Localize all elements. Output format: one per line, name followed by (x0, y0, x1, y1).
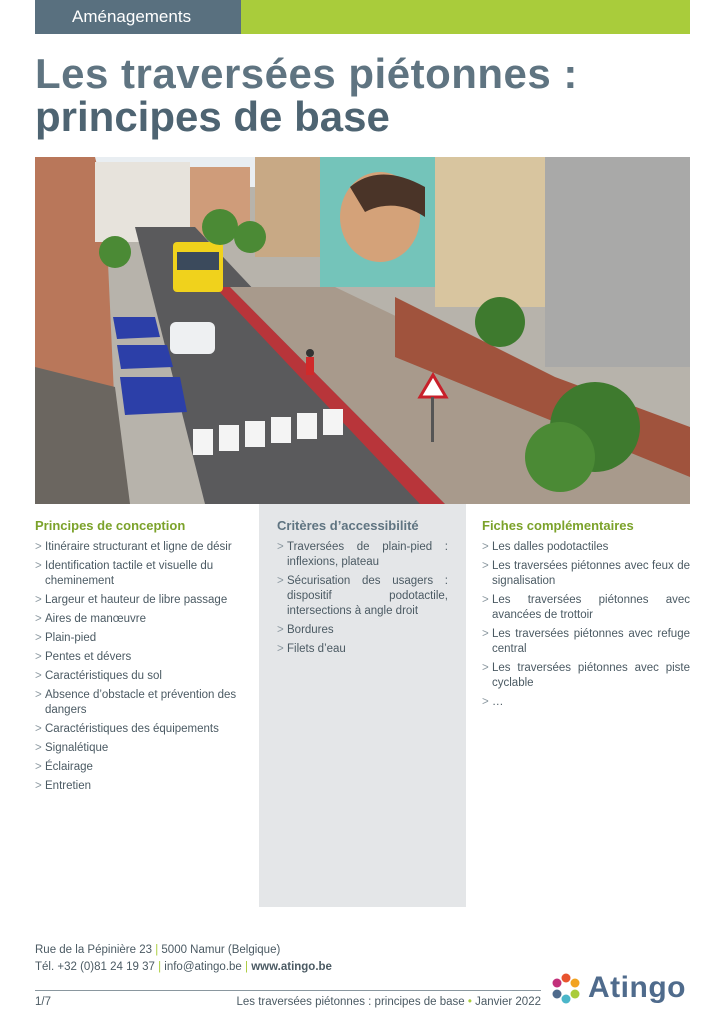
street-crossing-illustration (35, 157, 690, 504)
list-item: > Caractéristiques des équipements (35, 723, 219, 735)
accessibility-criteria-heading: Critères d’accessibilité (277, 518, 419, 533)
related-sheets-heading: Fiches complémentaires (482, 518, 634, 533)
website-link[interactable]: www.atingo.be (251, 961, 332, 973)
list-item: > Sécurisation des usagers : dispositif podotactile, intersections à angle droit (277, 575, 448, 617)
list-item: > Entretien (35, 780, 92, 792)
logo-text: Atingo (588, 971, 686, 1004)
related-sheets-column (482, 518, 690, 714)
list-item[interactable]: > Les traversées piétonnes avec refuge central (482, 628, 690, 655)
list-item: > Itinéraire structurant et ligne de désir (35, 541, 232, 553)
category-label: Aménagements (35, 0, 241, 34)
list-item: > Pentes et dévers (35, 651, 132, 663)
list-item: > Éclairage (35, 761, 93, 773)
list-item: > Signalétique (35, 742, 109, 754)
list-item: > … (482, 696, 504, 708)
page-title: Les traversées piétonnes : (35, 50, 578, 97)
list-item[interactable]: > Les traversées piétonnes avec piste cyclable (482, 662, 690, 689)
list-item: > Bordures (277, 624, 334, 636)
page-number: 1/7 (35, 996, 51, 1008)
design-principles-list (35, 540, 245, 794)
flower-logo-icon (548, 970, 584, 1006)
phone-number[interactable]: Tél. +32 (0)81 24 19 37 (35, 961, 155, 973)
footer-divider (35, 990, 541, 991)
list-item: > Plain-pied (35, 632, 97, 644)
related-sheets-list (482, 540, 690, 710)
list-item: > Absence d’obstacle et prévention des dangers (35, 689, 237, 716)
list-item[interactable]: > Les dalles podotactiles (482, 541, 609, 553)
list-item[interactable]: > Les traversées piétonnes avec feux de signalisation (482, 560, 690, 587)
design-principles-column (35, 518, 245, 798)
header-accent-bar (241, 0, 690, 34)
contact-line: Tél. +32 (0)81 24 19 37 | info@atingo.be | www.atingo.be (35, 961, 332, 973)
list-item: > Caractéristiques du sol (35, 670, 162, 682)
list-item: > Filets d’eau (277, 643, 346, 655)
address-line: Rue de la Pépinière 23 | 5000 Namur (Belgique) (35, 944, 281, 956)
email-link[interactable]: info@atingo.be (164, 961, 242, 973)
list-item: > Largeur et hauteur de libre passage (35, 594, 228, 606)
footer-doc-info: Les traversées piétonnes : principes de base • Janvier 2022 (236, 996, 541, 1008)
list-item[interactable]: > Les traversées piétonnes avec avancées de trottoir (482, 594, 690, 621)
atingo-logo (548, 970, 686, 1006)
contact-block (35, 942, 332, 976)
page-subtitle: principes de base (35, 93, 390, 140)
header-band (35, 0, 690, 34)
accessibility-criteria-column (259, 504, 466, 907)
design-principles-heading: Principes de conception (35, 518, 186, 533)
list-item: > Aires de manœuvre (35, 613, 146, 625)
accessibility-criteria-list (277, 540, 448, 657)
list-item: > Traversées de plain-pied : inflexions, plateau (277, 541, 448, 568)
list-item: > Identification tactile et visuelle du cheminement (35, 560, 214, 587)
